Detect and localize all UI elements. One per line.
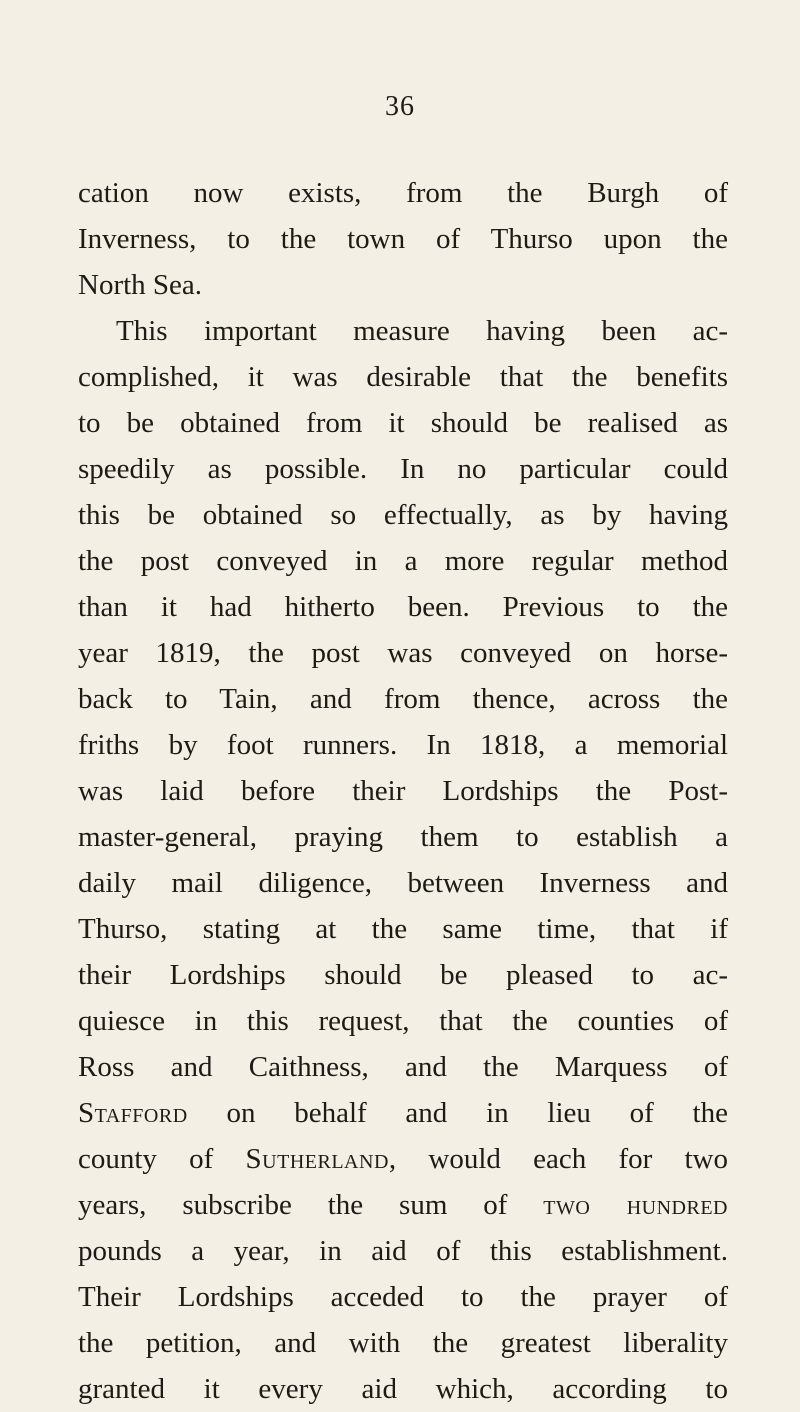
text-line: This important measure having been ac- [116,315,728,347]
text-line: the post conveyed in a more regular method [78,545,728,577]
text-line: master-general, praying them to establish a [78,821,728,853]
text-line: North Sea. [78,269,203,301]
text-line: back to Tain, and from thence, across the [78,683,728,715]
text-line: to be obtained from it should be realised as [78,407,728,439]
small-caps-amount: two hundred [543,1189,728,1221]
text-line: granted it every aid which, according to [78,1373,728,1405]
small-caps-name: Sutherland [245,1143,389,1175]
small-caps-name: Stafford [78,1097,188,1129]
text-line: this be obtained so effectually, as by having [78,499,728,531]
body-text [78,170,728,1412]
text-run: county of [78,1143,246,1175]
text-line: Inverness, to the town of Thurso upon the [78,223,728,255]
text-line: year 1819, the post was conveyed on horse- [78,637,728,669]
text-line: quiesce in this request, that the counties of [78,1005,728,1037]
text-line: their Lordships should be pleased to ac- [78,959,728,991]
text-line: speedily as possible. In no particular could [78,453,728,485]
page-number: 36 [385,91,415,122]
text-line: Thurso, stating at the same time, that if [78,913,728,945]
text-line [78,1090,728,1136]
text-line: Their Lordships acceded to the prayer of [78,1281,728,1313]
text-line [78,1136,728,1182]
text-line: pounds a year, in aid of this establishment. [78,1235,728,1267]
text-line: Ross and Caithness, and the Marquess of [78,1051,728,1083]
text-line: cation now exists, from the Burgh of [78,177,728,209]
text-run: on behalf and in lieu of the [187,1097,728,1129]
text-line: than it had hitherto been. Previous to the [78,591,728,623]
text-run: years, subscribe the sum of [78,1189,544,1221]
text-line: was laid before their Lordships the Post- [78,775,728,807]
text-line: complished, it was desirable that the benefits [78,361,728,393]
text-line: friths by foot runners. In 1818, a memorial [78,729,728,761]
text-line: the petition, and with the greatest liberality [78,1327,728,1359]
text-line: daily mail diligence, between Inverness and [78,867,728,899]
text-run: , would each for two [388,1143,728,1175]
text-line [78,1182,728,1228]
